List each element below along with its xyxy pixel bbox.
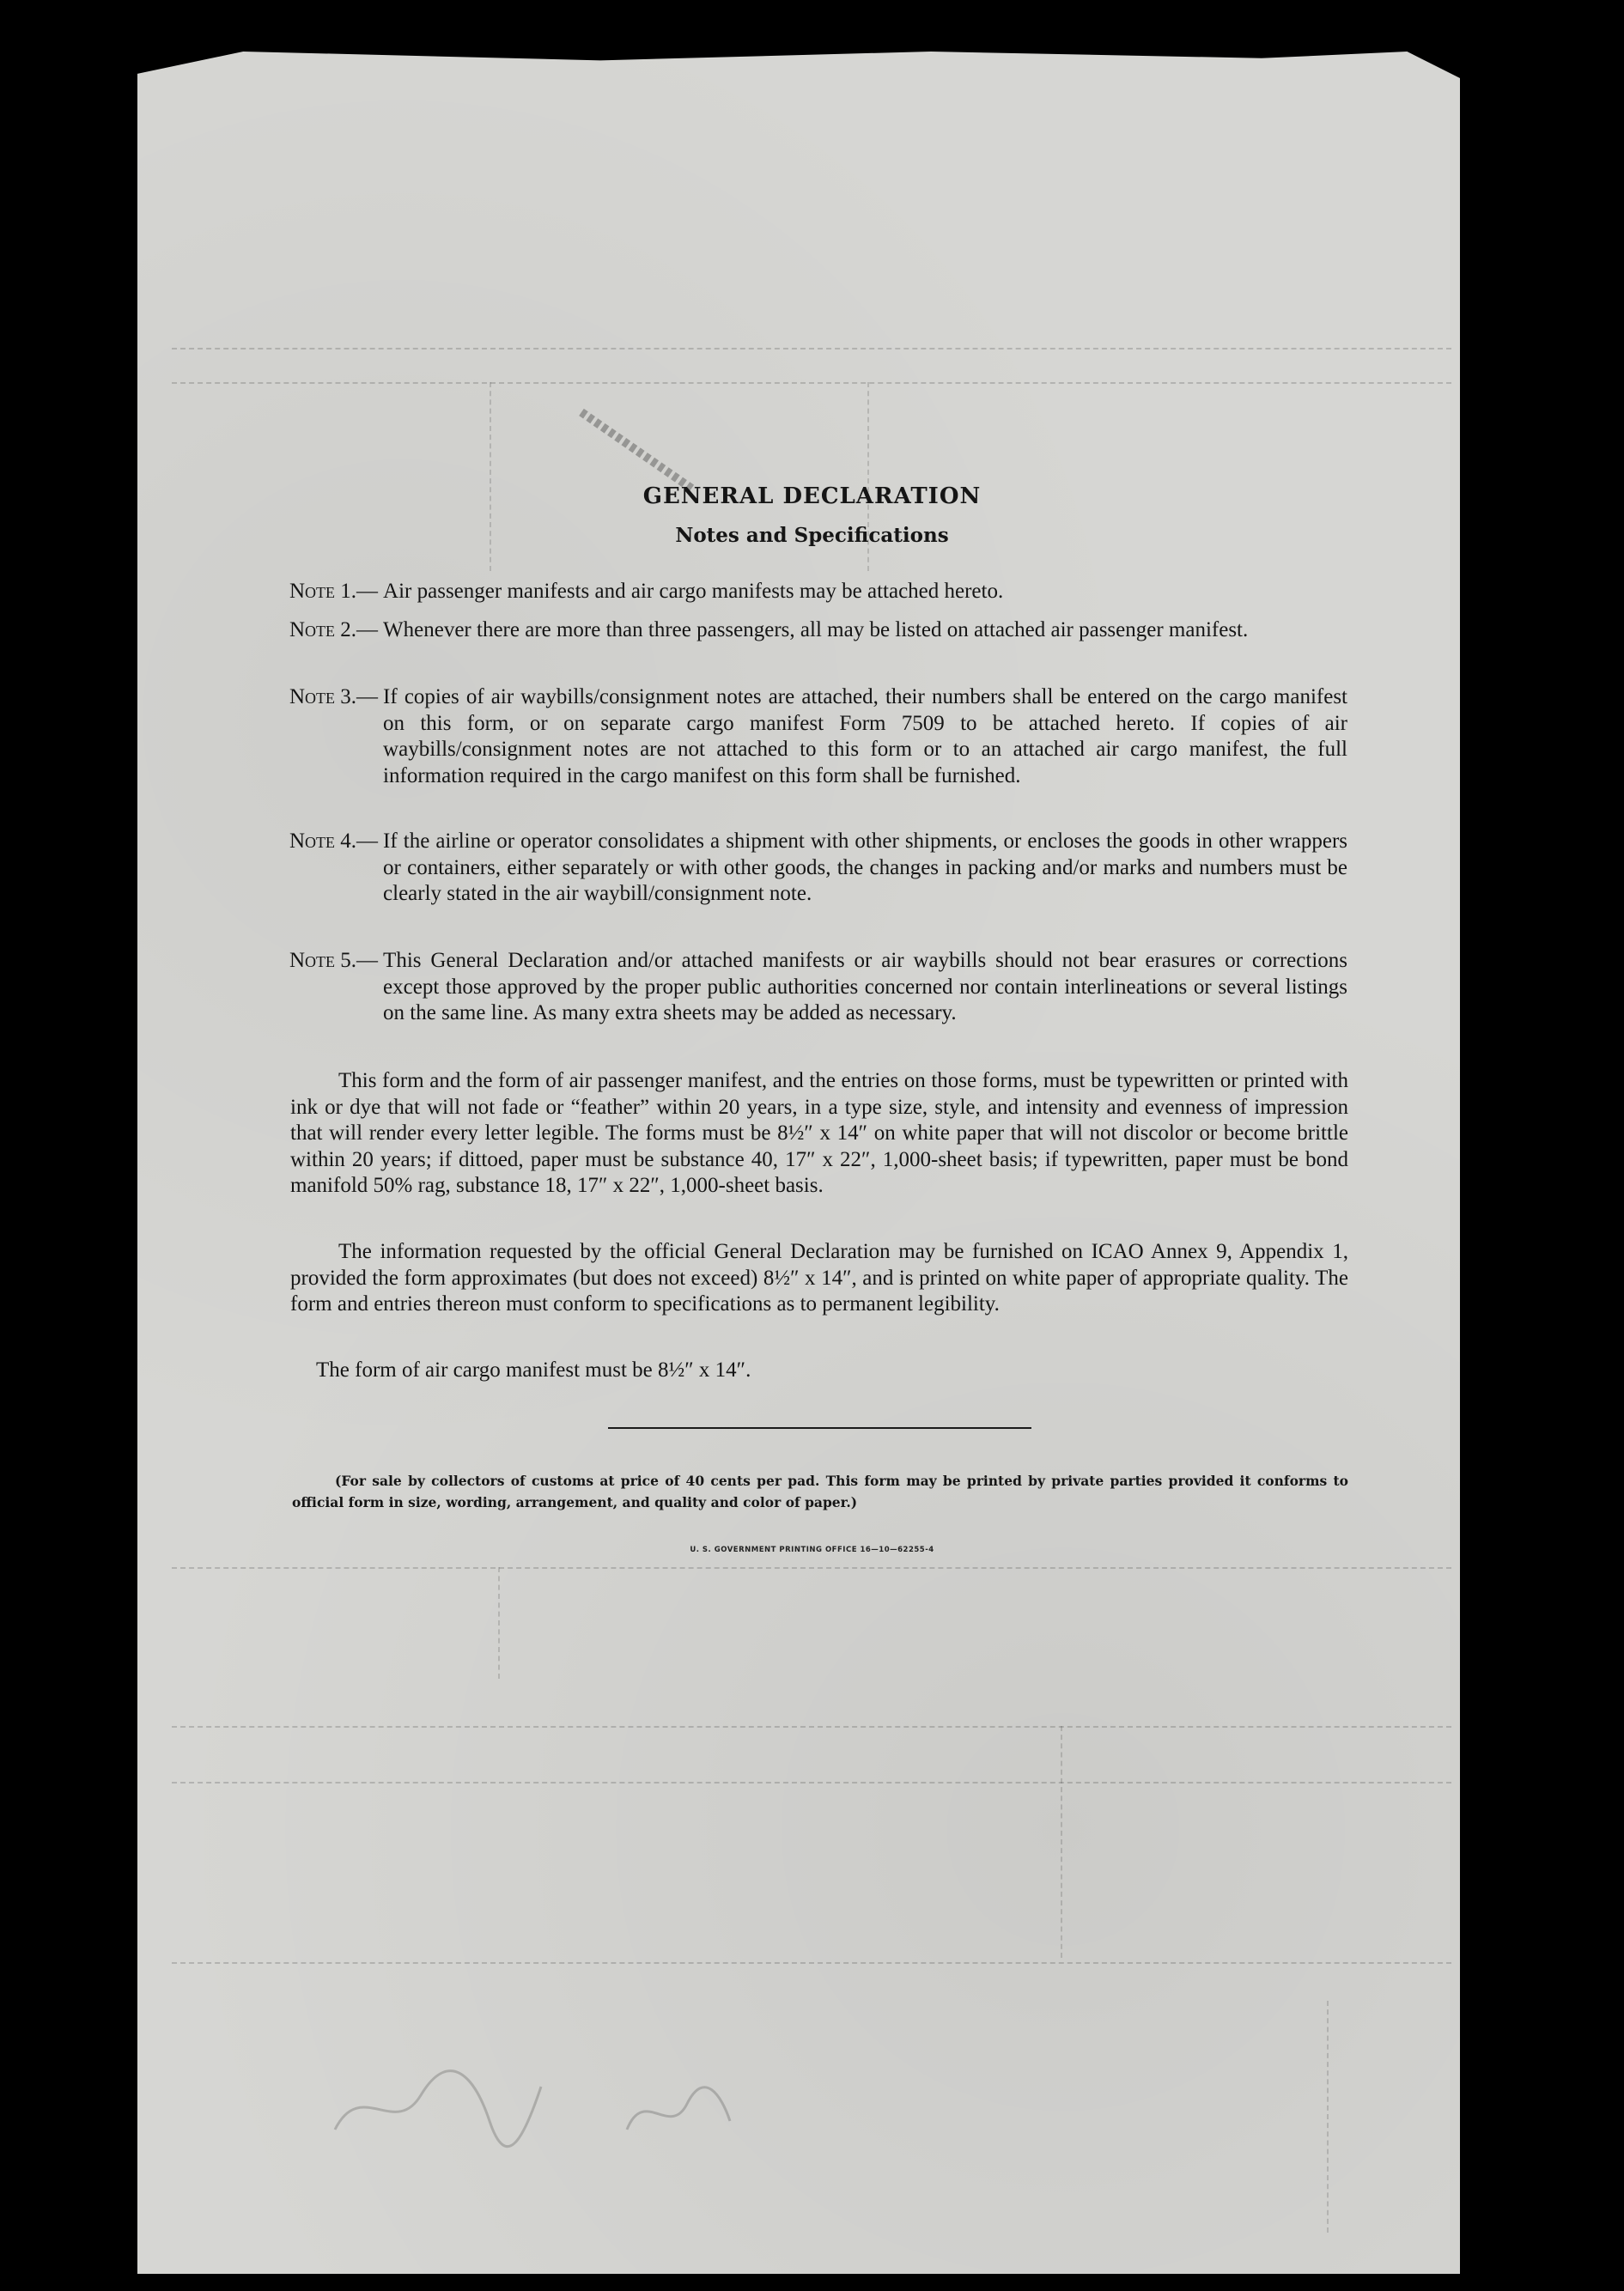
note-4 <box>289 829 1347 908</box>
note-1 <box>289 579 1347 605</box>
note-text: Air passenger manifests and air cargo manifests may be attached hereto. <box>383 580 1004 603</box>
note-text: If copies of air waybills/consignment notes are attached, their numbers shall be entered on the cargo manifest on this form, or on separate cargo manifest Form 7509 to be attached hereto. If copies of air waybills/consignment notes are not attached to this form or to an attached air cargo manifest, the full information required in the cargo manifest on this form shall be furnished. <box>383 685 1347 787</box>
bleed-through-line <box>498 1567 500 1679</box>
bleed-through-line <box>172 1726 1451 1728</box>
sale-note: (For sale by collectors of customs at price of 40 cents per pad. This form may be printed by private parties provided it conforms to official form in size, wording, arrangement, and quality and color of paper.) <box>292 1473 1348 1510</box>
note-label: Note 2.— <box>289 618 379 641</box>
paragraph-form-requirements: This form and the form of air passenger manifest, and the entries on those forms, must be typewritten or printed with ink or dye that will not fade or “feather” within 20 years, in a type size, style, and intensity and evenness of impression that will render every letter legible. The forms must be 8½″ x 14″ on white paper that will not discolor or become brittle within 20 years; if dittoed, paper must be substance 40, 17″ x 22″, 1,000-sheet basis; if typewritten, paper must be bond manifold 50% rag, substance 18, 17″ x 22″, 1,000-sheet basis. <box>290 1069 1348 1197</box>
bleed-through-signature <box>618 2078 739 2147</box>
bleed-through-line <box>172 1962 1451 1964</box>
note-2 <box>289 617 1347 644</box>
paragraph-icao-annex: The information requested by the official General Declaration may be furnished on ICAO Annex 9, Appendix 1, provided the form approximates (but does not exceed) 8½″ x 14″, and is printed on white paper of appropriate quality. The form and entries thereon must conform to specifications as to permanent legibility. <box>290 1240 1348 1316</box>
bleed-through-line <box>172 382 1451 384</box>
bleed-through-line <box>1327 2001 1329 2233</box>
printer-imprint: U. S. GOVERNMENT PRINTING OFFICE 16—10—62255-4 <box>690 1546 934 1554</box>
note-label: Note 1.— <box>289 580 379 603</box>
note-3 <box>289 684 1347 789</box>
bleed-through-line <box>1061 1726 1062 1958</box>
document-subtitle: Notes and Specifications <box>675 524 949 547</box>
note-label: Note 5.— <box>289 949 379 972</box>
note-5 <box>289 948 1347 1027</box>
note-label: Note 3.— <box>289 685 379 708</box>
bleed-through-line <box>172 1782 1451 1784</box>
note-text: This General Declaration and/or attached manifests or air waybills should not bear erasures or corrections except those approved by the proper public authorities concerned nor contain interlineations or several listings on the same line. As many extra sheets may be added as necessary. <box>383 949 1347 1024</box>
bleed-through-line <box>172 348 1451 349</box>
bleed-through-line <box>172 1567 1451 1569</box>
document-title: GENERAL DECLARATION <box>642 483 982 509</box>
note-text: If the airline or operator consolidates a shipment with other shipments, or encloses the goods in other wrappers or containers, either separately or with other goods, the changes in packing and/or marks and numbers must be clearly stated in the air waybill/consignment note. <box>383 830 1347 905</box>
paragraph-cargo-manifest-size: The form of air cargo manifest must be 8½″ x 14″. <box>316 1358 751 1382</box>
note-text: Whenever there are more than three passengers, all may be listed on attached air passenger manifest. <box>383 618 1249 641</box>
bleed-through-signature <box>326 2061 550 2155</box>
note-label: Note 4.— <box>289 830 379 853</box>
divider-rule <box>608 1427 1031 1429</box>
